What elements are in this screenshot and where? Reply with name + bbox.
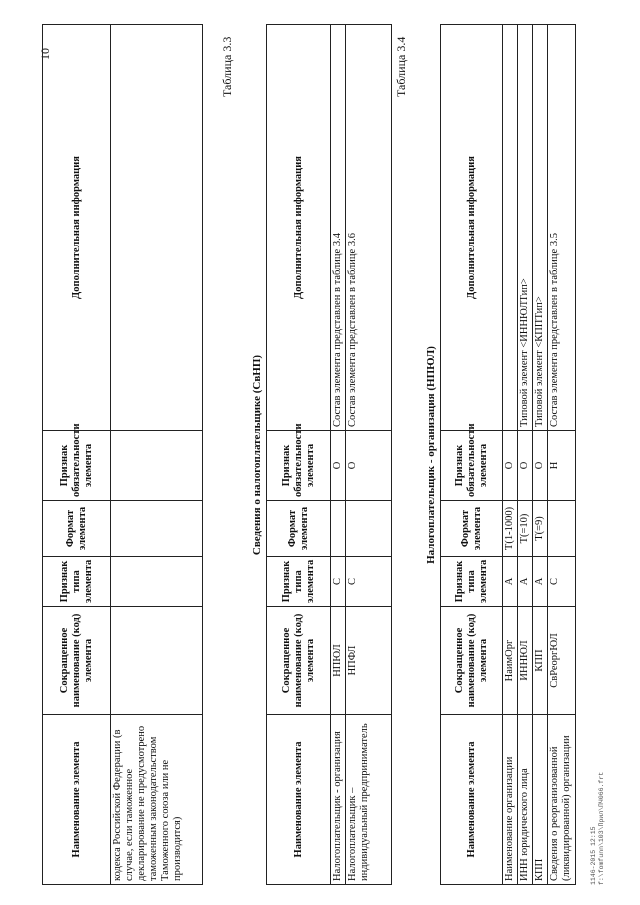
table-row xyxy=(111,25,203,885)
cell: T(1-1000) xyxy=(503,501,518,557)
header-required: Признак обязательности элемента xyxy=(43,431,111,501)
cell: О xyxy=(533,431,548,501)
cell: О xyxy=(503,431,518,501)
header-name: Наименование элемента xyxy=(267,715,331,885)
header-required: Признак обязательности элемента xyxy=(441,431,503,501)
cell: О xyxy=(346,431,392,501)
cell xyxy=(111,25,203,431)
cell: А xyxy=(533,557,548,607)
header-type: Признак типа элемента xyxy=(441,557,503,607)
table-row xyxy=(518,25,533,885)
cell: Налогоплательщик - организация xyxy=(331,715,346,885)
header-format: Формат элемента xyxy=(441,501,503,557)
table-3-4-label: Таблица 3.4 xyxy=(394,36,408,97)
header-name: Наименование элемента xyxy=(441,715,503,885)
header-info: Дополнительная информация xyxy=(441,25,503,431)
file-footer xyxy=(590,772,606,885)
cell: T(=10) xyxy=(518,501,533,557)
table-3-4-caption: Налогоплательщик - организация (НПЮЛ) xyxy=(425,346,437,564)
cell xyxy=(548,501,576,557)
cell: Типовой элемент <ИННЮЛТип> xyxy=(518,25,533,431)
table-3-3-label: Таблица 3.3 xyxy=(220,36,234,97)
cell: Состав элемента представлен в таблице 3.6 xyxy=(346,25,392,431)
cell xyxy=(503,25,518,431)
header-format: Формат элемента xyxy=(43,501,111,557)
header-type: Признак типа элемента xyxy=(43,557,111,607)
cell xyxy=(111,431,203,501)
table-row xyxy=(503,25,518,885)
header-name: Наименование элемента xyxy=(43,715,111,885)
cell: Налогоплательщик – индивидуальный предприниматель xyxy=(346,715,392,885)
cell: ИННЮЛ xyxy=(518,607,533,715)
cell: С xyxy=(548,557,576,607)
footer-line: 1146-2015 12:15 xyxy=(590,826,597,885)
cell: НПФЛ xyxy=(346,607,392,715)
cell: Наименование организации xyxy=(503,715,518,885)
table-row xyxy=(548,25,576,885)
footer-line: f:\fomfunn\103\Прил\ПЧ066.frt xyxy=(598,771,605,885)
header-format: Формат элемента xyxy=(267,501,331,557)
cell xyxy=(331,501,346,557)
header-row xyxy=(43,25,111,885)
header-code: Сокращенное наименование (код) элемента xyxy=(441,607,503,715)
header-info: Дополнительная информация xyxy=(267,25,331,431)
cell: T(=9) xyxy=(533,501,548,557)
table-3-3 xyxy=(266,24,392,885)
table-row xyxy=(533,25,548,885)
continuation-table xyxy=(42,24,203,885)
cell: Сведения о реорганизованной (ликвидированной) организации xyxy=(548,715,576,885)
header-type: Признак типа элемента xyxy=(267,557,331,607)
table-3-4 xyxy=(440,24,576,885)
cell xyxy=(346,501,392,557)
cell: О xyxy=(331,431,346,501)
cell: Типовой элемент <КППТип> xyxy=(533,25,548,431)
cell: Состав элемента представлен в таблице 3.5 xyxy=(548,25,576,431)
cell: КПП xyxy=(533,607,548,715)
header-code: Сокращенное наименование (код) элемента xyxy=(267,607,331,715)
cell xyxy=(111,557,203,607)
cell xyxy=(111,607,203,715)
header-code: Сокращенное наименование (код) элемента xyxy=(43,607,111,715)
page-number: 10 xyxy=(38,48,52,60)
cell: С xyxy=(331,557,346,607)
cell: А xyxy=(503,557,518,607)
cell: НаимОрг xyxy=(503,607,518,715)
header-info: Дополнительная информация xyxy=(43,25,111,431)
cell: ИНН юридического лица xyxy=(518,715,533,885)
cell: С xyxy=(346,557,392,607)
header-row xyxy=(441,25,503,885)
table-row xyxy=(346,25,392,885)
cell: КПП xyxy=(533,715,548,885)
cell: Н xyxy=(548,431,576,501)
cell: Состав элемента представлен в таблице 3.4 xyxy=(331,25,346,431)
cell: кодекса Российской Федерации (в случае, если таможенное декларирование не предусмотрено таможенным законодательством Таможенного союза или не производится) xyxy=(111,715,203,885)
cell: А xyxy=(518,557,533,607)
cell: НПЮЛ xyxy=(331,607,346,715)
table-3-3-caption: Сведения о налогоплательщике (СвНП) xyxy=(251,354,263,556)
header-required: Признак обязательности элемента xyxy=(267,431,331,501)
cell xyxy=(111,501,203,557)
table-row xyxy=(331,25,346,885)
cell: СвРеоргЮЛ xyxy=(548,607,576,715)
header-row xyxy=(267,25,331,885)
cell: О xyxy=(518,431,533,501)
